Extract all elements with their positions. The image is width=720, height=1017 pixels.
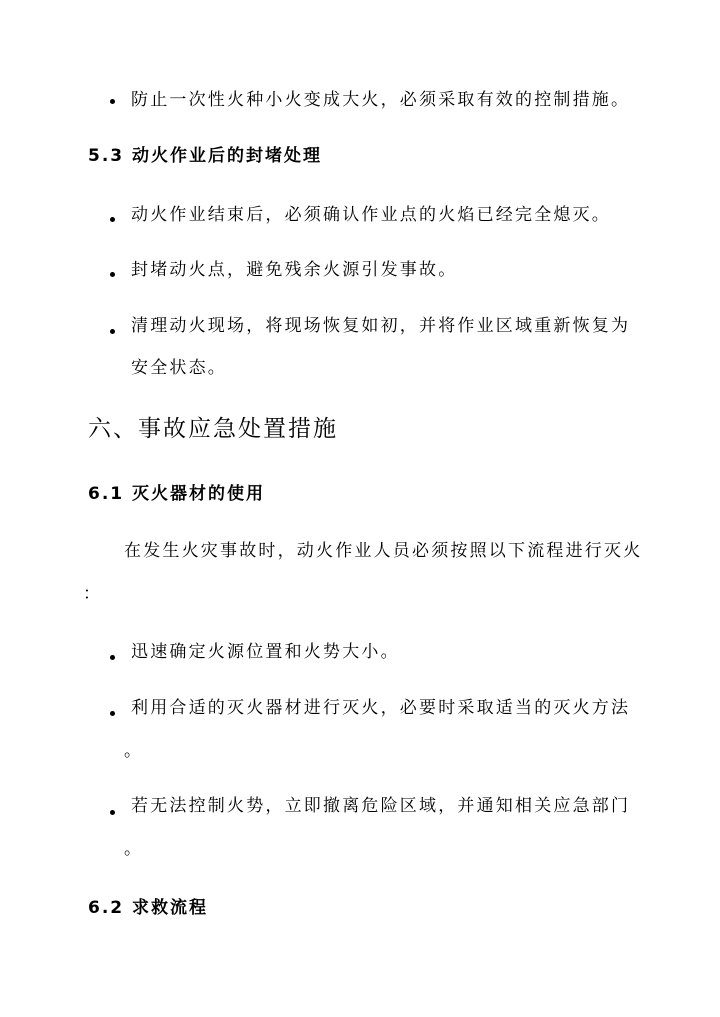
paragraph-text: 在发生火灾事故时，动火作业人员必须按照以下流程进行灭火 — [124, 541, 643, 561]
bullet-marker — [110, 99, 115, 104]
section-heading-5-3: 5.3 动火作业后的封堵处理 — [88, 146, 323, 166]
bullet-marker — [110, 329, 115, 334]
list-item: 迅速确定火源位置和火势大小。 — [131, 642, 400, 662]
bullet-marker — [110, 272, 115, 277]
list-item: 防止一次性火种小火变成大火，必须采取有效的控制措施。 — [131, 90, 631, 110]
bullet-marker — [110, 217, 115, 222]
bullet-marker — [110, 711, 115, 716]
bullet-marker — [110, 655, 115, 660]
section-heading-6-2: 6.2 求救流程 — [88, 898, 209, 918]
paragraph-continuation: ： — [83, 584, 103, 604]
list-item-continuation: 安全状态。 — [131, 358, 227, 378]
list-item-continuation: 。 — [124, 741, 144, 761]
list-item-continuation: 。 — [124, 839, 144, 859]
chapter-heading-6: 六、事故应急处置措施 — [88, 416, 338, 442]
list-item: 清理动火现场，将现场恢复如初，并将作业区域重新恢复为 — [131, 316, 631, 336]
list-item: 封堵动火点，避免残余火源引发事故。 — [131, 260, 458, 280]
section-heading-6-1: 6.1 灭火器材的使用 — [88, 484, 266, 504]
list-item: 若无法控制火势，立即撤离危险区域，并通知相关应急部门 — [131, 796, 631, 816]
list-item: 动火作业结束后，必须确认作业点的火焰已经完全熄灭。 — [131, 205, 611, 225]
bullet-marker — [110, 810, 115, 815]
list-item: 利用合适的灭火器材进行灭火，必要时采取适当的灭火方法 — [131, 698, 631, 718]
